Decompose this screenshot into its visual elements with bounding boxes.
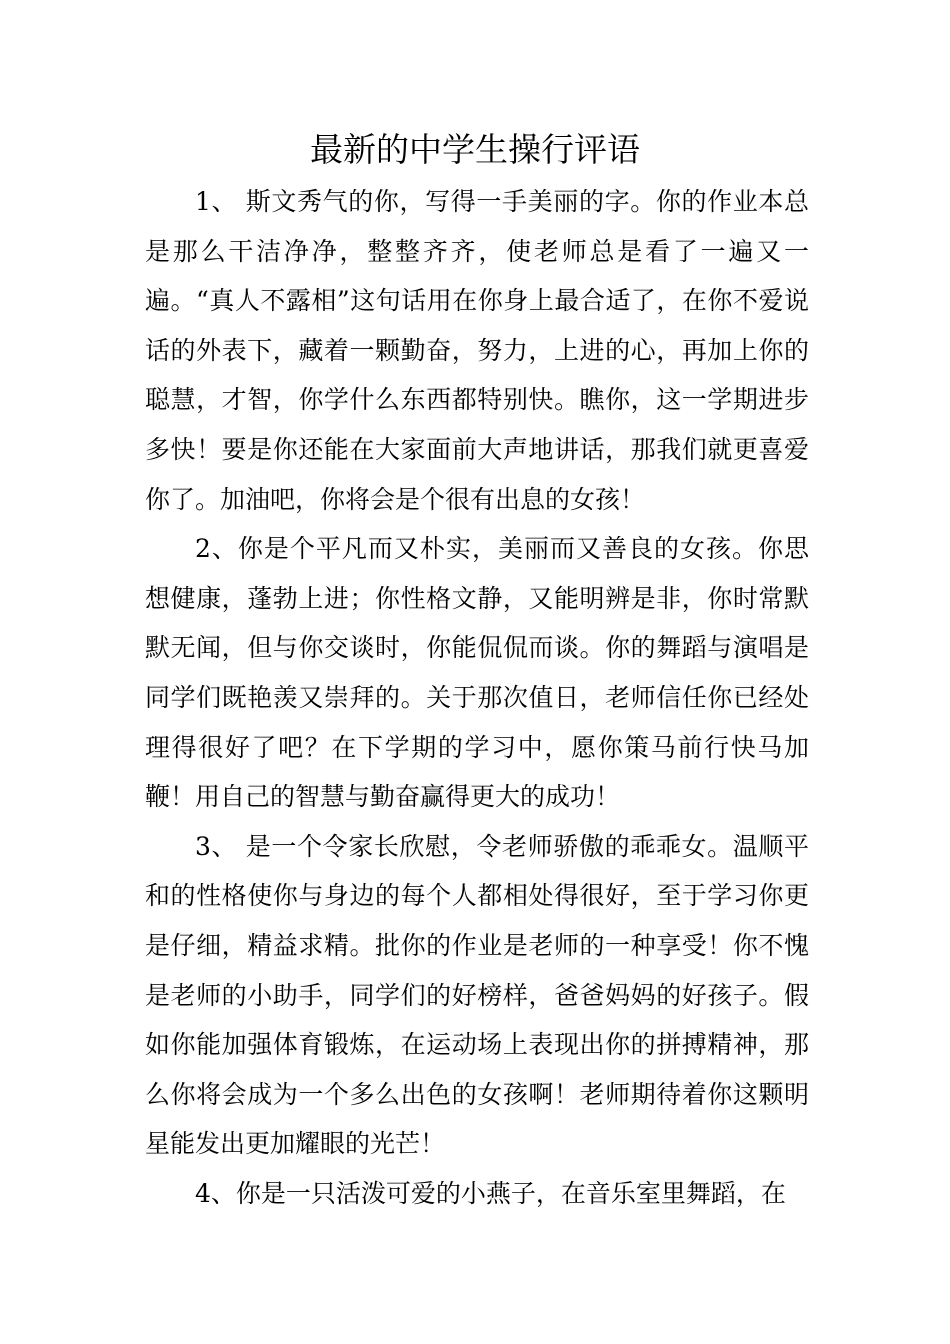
comment-paragraph-2: 2、你是个平凡而又朴实，美丽而又善良的女孩。你思想健康，蓬勃上进；你性格文静，又能明辨是非，你时常默默无闻，但与你交谈时，你能侃侃而谈。你的舞蹈与演唱是同学们既艳羡又崇拜的。关于那次值日，老师信任你已经处理得很好了吧？在下学期的学习中，愿你策马前行快马加鞭！用自己的智慧与勤奋赢得更大的成功！ [145, 534, 809, 812]
document-title: 最新的中学生操行评语 [310, 130, 640, 169]
comment-paragraph-1: 1、 斯文秀气的你，写得一手美丽的字。你的作业本总是那么干洁净净，整整齐齐，使老师总是看了一遍又一遍。“真人不露相”这句话用在你身上最合适了，在你不爱说话的外表下，藏着一颗勤奋，努力，上进的心，再加上你的聪慧，才智，你学什么东西都特别快。瞧你，这一学期进步多快！要是你还能在大家面前大声地讲话，那我们就更喜爱你了。加油吧，你将会是个很有出息的女孩！ [145, 187, 809, 514]
comment-paragraph-4: 4、你是一只活泼可爱的小燕子，在音乐室里舞蹈，在 [195, 1178, 786, 1208]
comment-paragraph-3: 3、 是一个令家长欣慰，令老师骄傲的乖乖女。温顺平和的性格使你与身边的每个人都相处得很好，至于学习你更是仔细，精益求精。批你的作业是老师的一种享受！你不愧是老师的小助手，同学们的好榜样，爸爸妈妈的好孩子。假如你能加强体育锻炼，在运动场上表现出你的拼搏精神，那么你将会成为一个多么出色的女孩啊！老师期待着你这颗明星能发出更加耀眼的光芒！ [145, 831, 809, 1159]
document-body [145, 177, 809, 1218]
